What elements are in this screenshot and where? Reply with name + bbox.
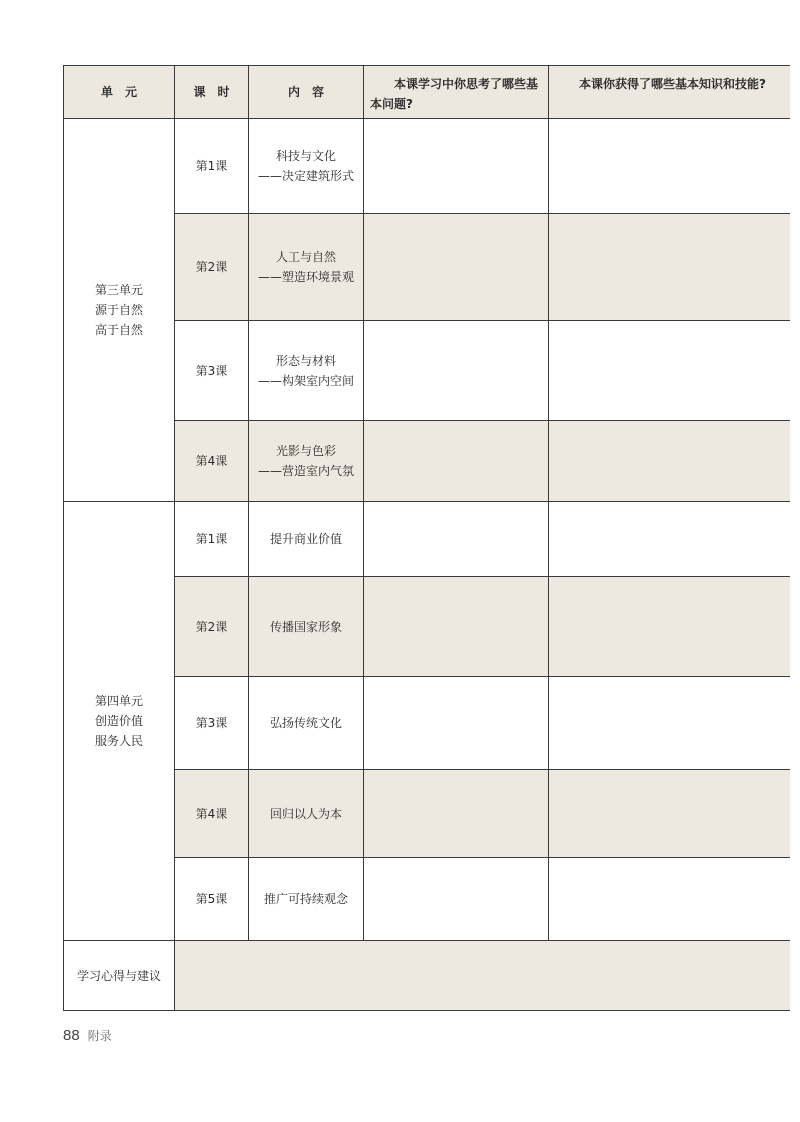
- lesson-content: 推广可持续观念: [249, 858, 364, 941]
- header-question-1: 本课学习中你思考了哪些基本问题?: [364, 66, 549, 119]
- answer-cell-questions[interactable]: [364, 858, 549, 941]
- page-number: 88: [63, 1027, 80, 1044]
- answer-cell-questions[interactable]: [364, 119, 549, 214]
- answer-cell-skills[interactable]: [549, 119, 790, 214]
- unit-4-line-2: 创造价值: [94, 714, 143, 728]
- answer-cell-questions[interactable]: [364, 502, 549, 577]
- header-unit: 单 元: [64, 66, 175, 119]
- unit-cell-4: [64, 502, 175, 941]
- unit-4-line-3: 服务人民: [94, 734, 143, 748]
- lesson-label: 第3课: [175, 321, 249, 421]
- answer-cell-questions[interactable]: [364, 321, 549, 421]
- answer-cell-questions[interactable]: [364, 421, 549, 502]
- unit-3-line-1: 第三单元: [94, 283, 143, 297]
- answer-cell-questions[interactable]: [364, 214, 549, 321]
- answer-cell-skills[interactable]: [549, 677, 790, 770]
- answer-cell-questions[interactable]: [364, 677, 549, 770]
- lesson-content: 光影与色彩 ——营造室内气氛: [249, 421, 364, 502]
- answer-cell-skills[interactable]: [549, 577, 790, 677]
- lesson-label: 第5课: [175, 858, 249, 941]
- lesson-content: 人工与自然 ——塑造环境景观: [249, 214, 364, 321]
- notes-label: 学习心得与建议: [64, 941, 175, 1011]
- table-header-row: [64, 66, 790, 119]
- lesson-label: 第4课: [175, 770, 249, 858]
- unit-3-line-3: 高于自然: [94, 323, 143, 337]
- answer-cell-questions[interactable]: [364, 770, 549, 858]
- answer-cell-skills[interactable]: [549, 770, 790, 858]
- answer-cell-skills[interactable]: [549, 321, 790, 421]
- unit-3-line-2: 源于自然: [94, 303, 143, 317]
- lesson-label: 第1课: [175, 119, 249, 214]
- table-row: [64, 502, 790, 577]
- study-record-table: [63, 65, 790, 1011]
- page-footer: [63, 1027, 112, 1044]
- lesson-content: 科技与文化 ——决定建筑形式: [249, 119, 364, 214]
- header-lesson: 课 时: [175, 66, 249, 119]
- header-content: 内 容: [249, 66, 364, 119]
- lesson-content: 传播国家形象: [249, 577, 364, 677]
- lesson-label: 第2课: [175, 577, 249, 677]
- lesson-content: 弘扬传统文化: [249, 677, 364, 770]
- header-question-2: 本课你获得了哪些基本知识和技能?: [549, 66, 790, 119]
- unit-4-line-1: 第四单元: [94, 694, 143, 708]
- lesson-label: 第1课: [175, 502, 249, 577]
- answer-cell-skills[interactable]: [549, 502, 790, 577]
- lesson-content: 回归以人为本: [249, 770, 364, 858]
- lesson-label: 第2课: [175, 214, 249, 321]
- answer-cell-questions[interactable]: [364, 577, 549, 677]
- answer-cell-skills[interactable]: [549, 214, 790, 321]
- notes-area[interactable]: [175, 941, 790, 1011]
- lesson-content: 提升商业价值: [249, 502, 364, 577]
- answer-cell-skills[interactable]: [549, 421, 790, 502]
- table-row: [64, 119, 790, 214]
- lesson-content: 形态与材料 ——构架室内空间: [249, 321, 364, 421]
- lesson-label: 第3课: [175, 677, 249, 770]
- lesson-label: 第4课: [175, 421, 249, 502]
- section-name: 附录: [87, 1029, 112, 1043]
- answer-cell-skills[interactable]: [549, 858, 790, 941]
- unit-cell-3: [64, 119, 175, 502]
- notes-row: [64, 941, 790, 1011]
